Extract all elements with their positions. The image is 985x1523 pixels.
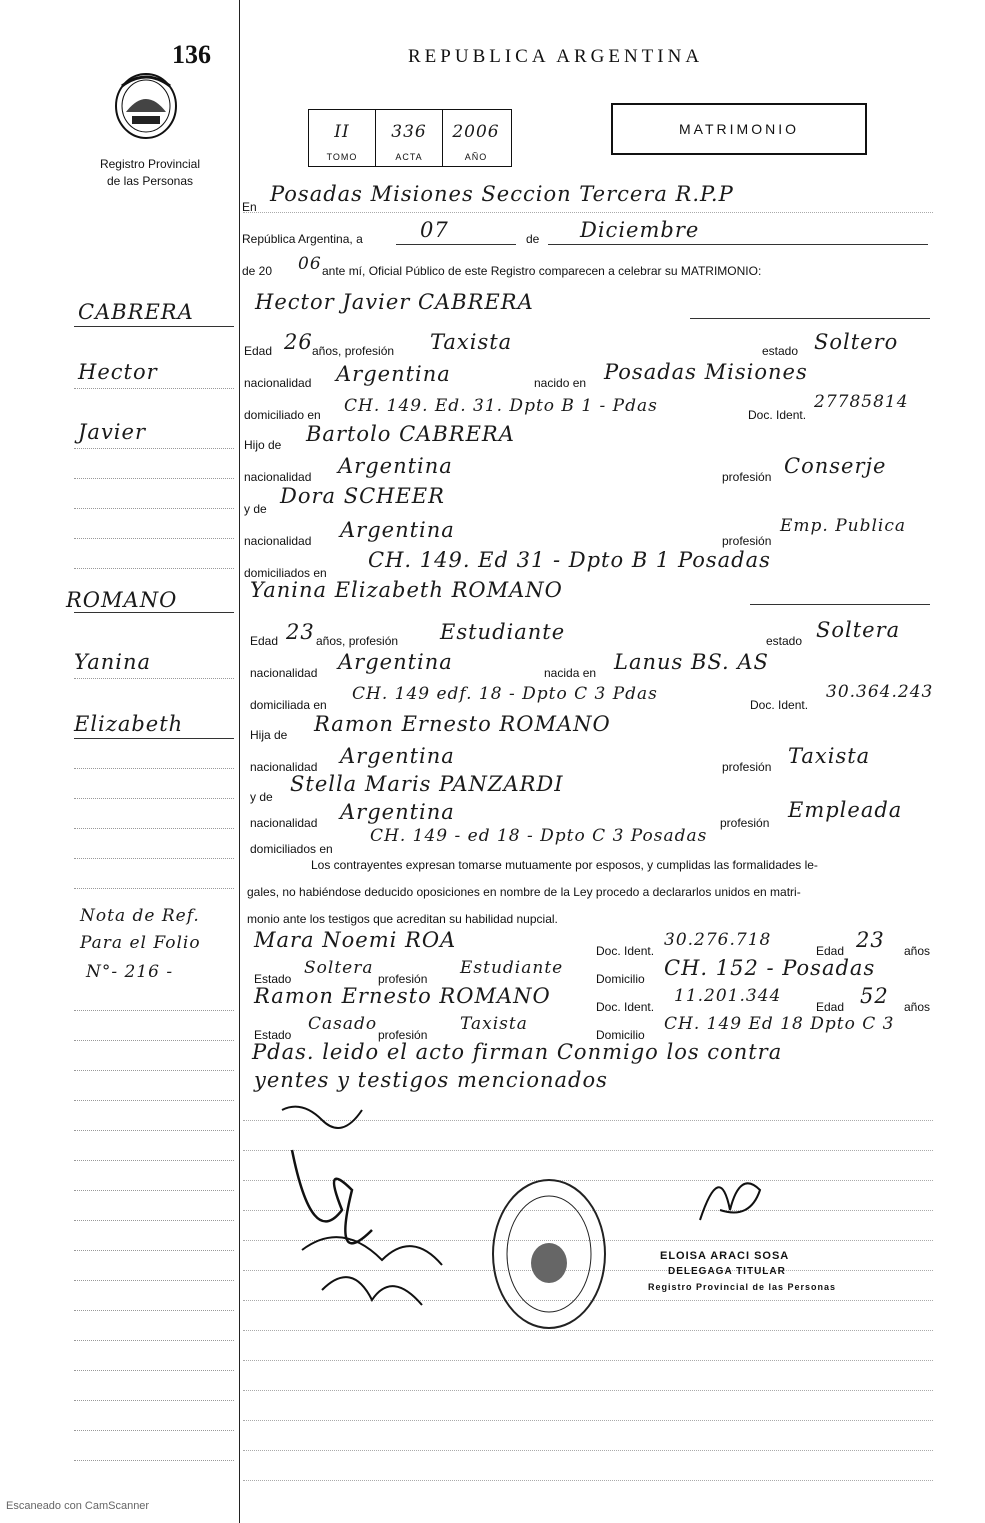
witness2-anios-label: años: [904, 1000, 931, 1014]
witness2-civil-state: Casado: [308, 1014, 378, 1034]
groom-birthplace: Posadas Misiones: [604, 360, 808, 384]
closing-line1: Pdas. leido el acto firman Conmigo los contra: [252, 1040, 783, 1064]
acta-value: 336: [391, 122, 427, 142]
bride-father: Ramon Ernesto ROMANO: [314, 712, 611, 736]
registry-name: [60, 156, 240, 190]
bride-hija-label: Hija de: [250, 728, 288, 742]
margin-groom-surname: CABRERA: [78, 300, 194, 324]
witness2-prof-label: profesión: [378, 1028, 428, 1042]
bride-civil-state: Soltera: [816, 618, 901, 642]
acta-label: ACTA: [395, 152, 423, 162]
witness1-name: Mara Noemi ROA: [254, 928, 457, 952]
margin-note-line1: Nota de Ref.: [80, 906, 200, 926]
bride-parents-dom-label: domiciliados en: [250, 842, 333, 856]
groom-address: CH. 149. Ed. 31. Dpto B 1 - Pdas: [344, 396, 658, 416]
bride-mother-nationality: Argentina: [340, 800, 455, 824]
groom-nacido-label: nacido en: [534, 376, 587, 390]
bride-mother-profession: Empleada: [788, 798, 903, 822]
official-title: DELEGAGA TITULAR: [668, 1266, 786, 1277]
bride-doc-label: Doc. Ident.: [750, 698, 809, 712]
ano-value: 2006: [452, 122, 500, 142]
groom-estado-label: estado: [762, 344, 799, 358]
bride-father-nac-label: nacionalidad: [250, 760, 318, 774]
bride-address: CH. 149 edf. 18 - Dpto C 3 Pdas: [352, 684, 658, 704]
declaration-line1: Los contrayentes expresan tomarse mutuamente por esposos, y cumplidas las formalidades le-: [311, 858, 818, 872]
groom-civil-state: Soltero: [814, 330, 899, 354]
groom-mother-nationality: Argentina: [340, 518, 455, 542]
bride-mother-prof-label: profesión: [720, 816, 770, 830]
groom-mother: Dora SCHEER: [280, 484, 445, 508]
official-stamp-icon: [488, 1175, 610, 1333]
witness1-anios-label: años: [904, 944, 931, 958]
groom-father-nac-label: nacionalidad: [244, 470, 312, 484]
witness2-doc-label: Doc. Ident.: [596, 1000, 655, 1014]
bride-mother-nac-label: nacionalidad: [250, 816, 318, 830]
bride-mother: Stella Maris PANZARDI: [290, 772, 564, 796]
groom-mother-nac-label: nacionalidad: [244, 534, 312, 548]
groom-mother-profession: Emp. Publica: [780, 516, 907, 536]
witness1-age: 23: [856, 928, 885, 952]
witness2-age: 52: [860, 984, 889, 1008]
margin-note-line2: Para el Folio: [80, 933, 201, 953]
groom-doc-label: Doc. Ident.: [748, 408, 807, 422]
marriage-day: 07: [420, 218, 449, 242]
bride-father-nationality: Argentina: [340, 744, 455, 768]
groom-full-name: Hector Javier CABRERA: [255, 290, 534, 314]
document-country-title: REPUBLICA ARGENTINA: [408, 46, 704, 67]
bride-estado-label: estado: [766, 634, 803, 648]
groom-mother-prof-label: profesión: [722, 534, 772, 548]
year-suffix: 06: [298, 254, 322, 274]
witness1-domicilio-label: Domicilio: [596, 972, 645, 986]
groom-anios-profesion-label: años, profesión: [312, 344, 395, 358]
official-signature-icon: [690, 1150, 780, 1240]
groom-dom-label: domiciliado en: [244, 408, 321, 422]
witness2-address: CH. 149 Ed 18 Dpto C 3: [664, 1014, 895, 1034]
de-label: de: [526, 232, 540, 246]
year-rest: ante mí, Oficial Público de este Registro comparecen a celebrar su MATRIMONIO:: [322, 264, 762, 278]
declaration-line3: monio ante los testigos que acreditan su habilidad nupcial.: [247, 912, 558, 926]
margin-bride-surname: ROMANO: [66, 588, 178, 612]
declaration-paragraph: [247, 852, 937, 933]
province-seal-icon: [108, 66, 184, 142]
witness1-prof-label: profesión: [378, 972, 428, 986]
margin-note-line3: N°- 216 -: [86, 962, 174, 982]
bride-nationality: Argentina: [338, 650, 453, 674]
bride-father-prof-label: profesión: [722, 760, 772, 774]
groom-parents-address: CH. 149. Ed 31 - Dpto B 1 Posadas: [368, 548, 771, 572]
tomo-label: TOMO: [326, 152, 358, 162]
margin-groom-name1: Hector: [78, 360, 158, 384]
bride-anios-profesion-label: años, profesión: [316, 634, 399, 648]
margin-bride-name2: Elizabeth: [74, 712, 184, 736]
registry-line1: Registro Provincial: [99, 157, 201, 171]
groom-age: 26: [284, 330, 313, 354]
witness1-civil-state: Soltera: [304, 958, 374, 978]
document-type-box: [611, 103, 867, 155]
document-type: MATRIMONIO: [679, 121, 799, 137]
witness2-doc: 11.201.344: [674, 986, 782, 1006]
ano-cell: [443, 110, 509, 166]
official-office: Registro Provincial de las Personas: [648, 1282, 837, 1292]
witness2-edad-label: Edad: [816, 1000, 845, 1014]
bride-nacida-label: nacida en: [544, 666, 597, 680]
groom-hijo-label: Hijo de: [244, 438, 282, 452]
tomo-acta-ano-box: [308, 109, 512, 167]
declaration-line2: gales, no habiéndose deducido oposiciones en nombre de la Ley procedo a declararlos unidos en matri-: [247, 885, 801, 899]
margin-divider: [239, 0, 240, 1523]
margin-bride-name1: Yanina: [74, 650, 152, 674]
witness1-edad-label: Edad: [816, 944, 845, 958]
bride-nac-label: nacionalidad: [250, 666, 318, 680]
republica-label: República Argentina, a: [242, 232, 363, 246]
witness1-estado-label: Estado: [254, 972, 292, 986]
margin-groom-name2: Javier: [78, 420, 146, 444]
witness1-doc-label: Doc. Ident.: [596, 944, 655, 958]
bride-dom-label: domiciliada en: [250, 698, 327, 712]
marriage-month: Diciembre: [580, 218, 700, 242]
ano-label: AÑO: [464, 152, 488, 162]
bride-profession: Estudiante: [440, 620, 566, 644]
witness2-domicilio-label: Domicilio: [596, 1028, 645, 1042]
bride-doc: 30.364.243: [826, 682, 934, 702]
witness2-name: Ramon Ernesto ROMANO: [254, 984, 551, 1008]
closing-line2: yentes y testigos mencionados: [254, 1068, 608, 1092]
witness2-profession: Taxista: [460, 1014, 528, 1034]
tomo-value: II: [334, 122, 350, 142]
groom-father: Bartolo CABRERA: [306, 422, 515, 446]
bride-parents-address: CH. 149 - ed 18 - Dpto C 3 Posadas: [370, 826, 708, 846]
witness1-address: CH. 152 - Posadas: [664, 956, 876, 980]
groom-nac-label: nacionalidad: [244, 376, 312, 390]
acta-cell: [376, 110, 443, 166]
bride-edad-label: Edad: [250, 634, 279, 648]
official-name: ELOISA ARACI SOSA: [660, 1250, 790, 1262]
groom-nationality: Argentina: [336, 362, 451, 386]
bride-yde-label: y de: [250, 790, 273, 804]
page-number: 136: [172, 40, 211, 69]
groom-father-prof-label: profesión: [722, 470, 772, 484]
groom-edad-label: Edad: [244, 344, 273, 358]
bride-age: 23: [286, 620, 315, 644]
groom-yde-label: y de: [244, 502, 267, 516]
bride-full-name: Yanina Elizabeth ROMANO: [250, 578, 563, 602]
year-prefix: de 20: [242, 264, 273, 278]
en-label: En: [242, 200, 257, 214]
groom-profession: Taxista: [430, 330, 513, 354]
contracting-party-signatures-icon: [262, 1090, 482, 1330]
scanner-footer: Escaneado con CamScanner: [6, 1500, 150, 1512]
groom-doc: 27785814: [814, 392, 909, 412]
witness1-profession: Estudiante: [460, 958, 564, 978]
bride-birthplace: Lanus BS. AS: [614, 650, 769, 674]
groom-father-nationality: Argentina: [338, 454, 453, 478]
registry-line2: de las Personas: [106, 174, 194, 188]
bride-father-profession: Taxista: [788, 744, 871, 768]
witness2-estado-label: Estado: [254, 1028, 292, 1042]
marriage-place: Posadas Misiones Seccion Tercera R.P.P: [270, 182, 734, 206]
groom-father-profession: Conserje: [784, 454, 887, 478]
tomo-cell: [309, 110, 376, 166]
groom-parents-dom-label: domiciliados en: [244, 566, 327, 580]
witness1-doc: 30.276.718: [664, 930, 772, 950]
